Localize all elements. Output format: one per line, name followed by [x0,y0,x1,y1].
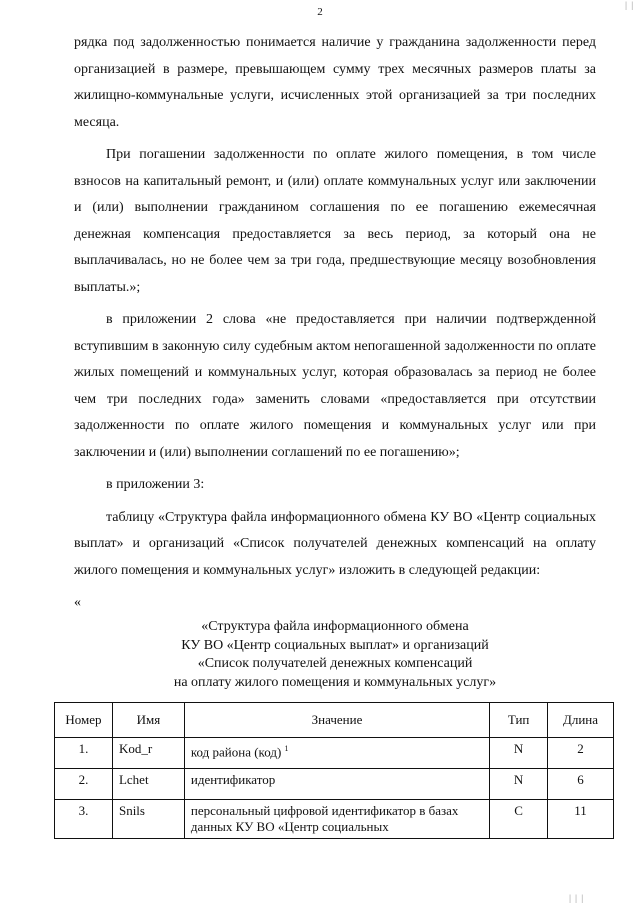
table-row [55,800,614,839]
cell-number: 3. [55,800,113,839]
table-title-line: «Структура файла информационного обмена [201,619,469,634]
header-value: Значение [184,703,489,738]
cell-length: 6 [548,769,614,800]
paragraph-table-intro: таблицу «Структура файла информационного обмена КУ ВО «Центр социальных выплат» и организаций «Список получателей денежных компенсаций на оплату жилого помещения и коммунальных услуг» изложить в следующей редакции: [74,509,596,578]
cell-type: C [490,800,548,839]
corner-mark-bottom: | | | [569,893,584,903]
paragraph-continuation: рядка под задолженностью понимается наличие у гражданина задолженности перед организацией в размере, превышающем сумму трех месячных размеров платы за жилищно-коммунальные услуги, исчисленных этой организацией за три последних месяца. [74,35,596,130]
cell-value [184,738,489,769]
cell-name: Kod_r [112,738,184,769]
paragraph-repayment: При погашении задолженности по оплате жилого помещения, в том числе взносов на капитальный ремонт, и (или) оплате коммунальных услуг или заключении и (или) выполнении гражданином соглашения по ее погашению ежемесячная денежная компенсация предоставляется за весь период, за который она не выплачивалась, но не более чем за три года, предшествующие месяцу возобновления выплаты.»; [74,147,596,295]
header-number: Номер [55,703,113,738]
table-title-line: КУ ВО «Центр социальных выплат» и организаций [181,637,489,653]
paragraph-appendix-3: в приложении 3: [106,477,205,492]
document-body [74,30,596,610]
cell-length: 11 [548,800,614,839]
cell-name: Lchet [112,769,184,800]
corner-mark-top: | | [625,0,634,10]
footnote-marker: 1 [284,744,289,753]
cell-type: N [490,769,548,800]
cell-number: 1. [55,738,113,769]
table-header-row [55,703,614,738]
cell-length: 2 [548,738,614,769]
cell-number: 2. [55,769,113,800]
cell-value: идентификатор [184,769,489,800]
table-row [55,769,614,800]
header-name: Имя [112,703,184,738]
page-number: 2 [317,6,323,18]
table-row [55,738,614,769]
file-structure-table [54,702,614,839]
header-length: Длина [548,703,614,738]
open-quote-mark: « [74,595,81,610]
header-type: Тип [490,703,548,738]
table-title-line: «Список получателей денежных компенсаций [197,656,473,671]
paragraph-appendix-2: в приложении 2 слова «не предоставляется при наличии подтвержденной вступившим в законную силу судебным актом непогашенной задолженности по оплате жилых помещений и коммунальных услуг, которая образовалась за период не более чем три последних года» заменить словами «предоставляется при отсутствии задолженности по оплате жилого помещения и коммунальных услуг или при заключении и (или) выполнении соглашений по ее погашению»; [74,312,596,460]
cell-value-text: код района (код) [190,744,282,760]
cell-type: N [490,738,548,769]
table-title [74,618,596,692]
cell-value: персональный цифровой идентификатор в базах данных КУ ВО «Центр социальных [184,800,489,839]
cell-name: Snils [112,800,184,839]
table-title-line: на оплату жилого помещения и коммунальных услуг» [173,674,497,690]
